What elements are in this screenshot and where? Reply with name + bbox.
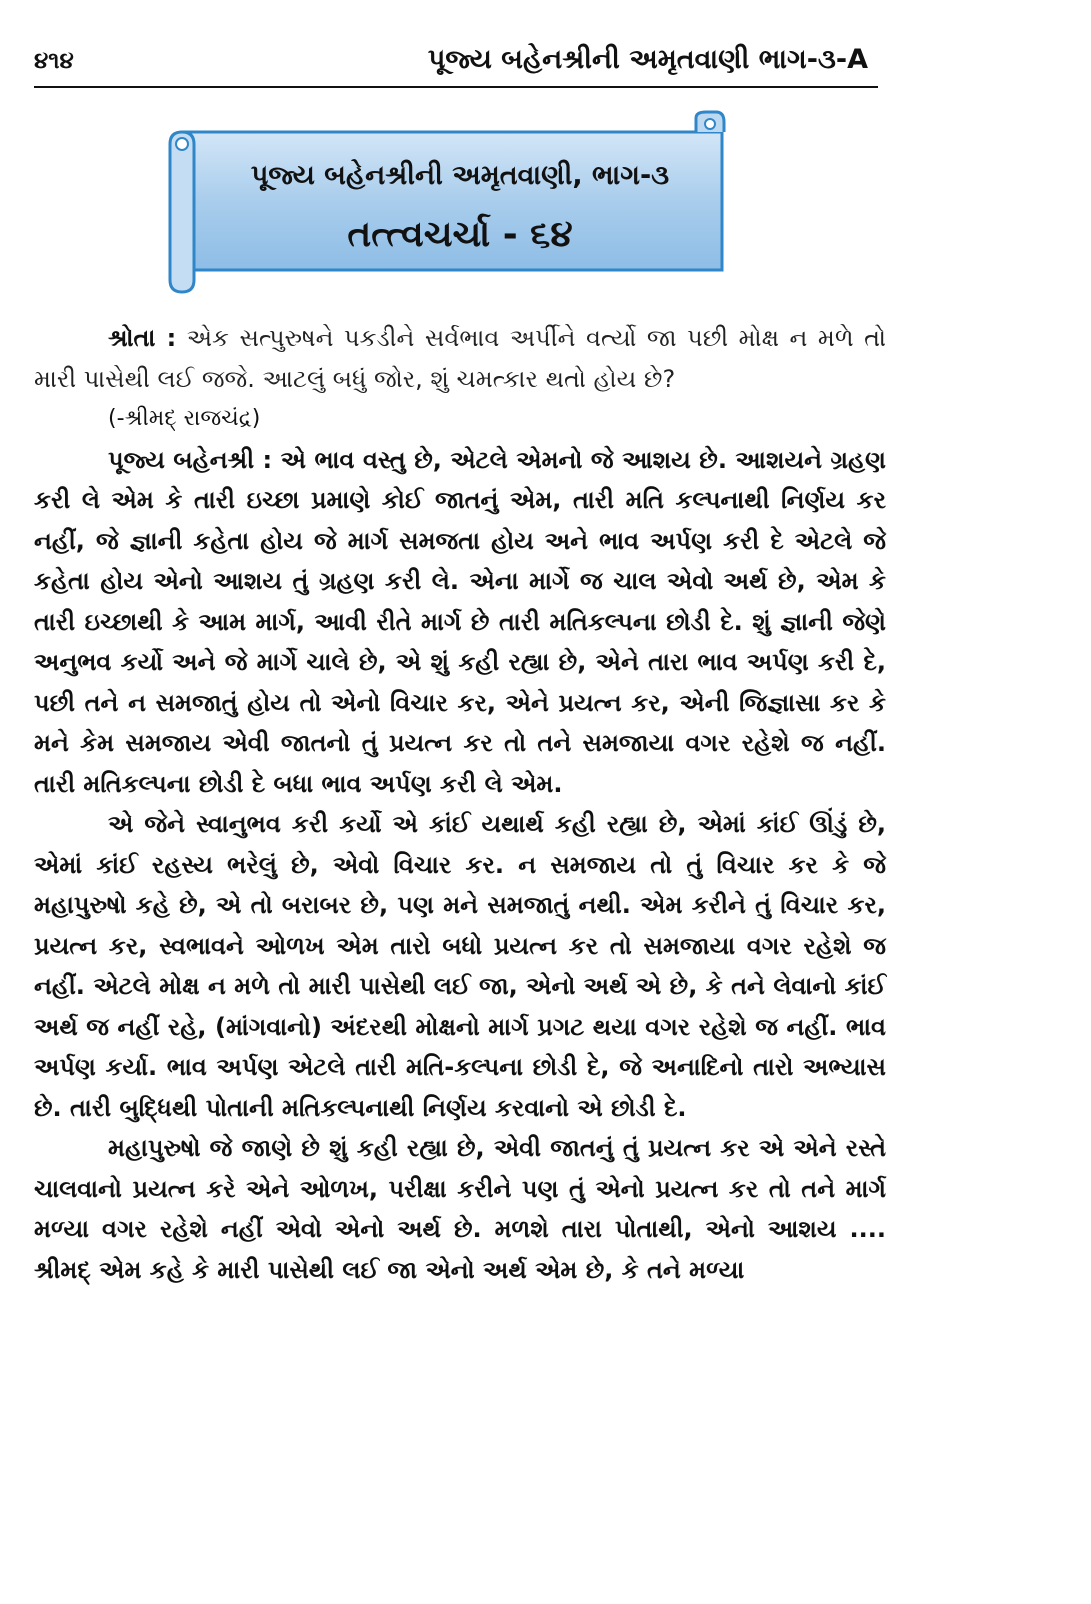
question-paragraph <box>34 318 886 399</box>
question-speaker: શ્રોતા : <box>108 324 177 352</box>
page-header <box>34 40 878 88</box>
scroll-banner <box>168 110 734 296</box>
page-body <box>34 318 886 1290</box>
scroll-banner-graphic <box>168 110 734 296</box>
question-text: એક સત્પુરુષને પકડીને સર્વભાવ અર્પીને વર્ત્યો જા પછી મોક્ષ ન મળે તો મારી પાસેથી લઈ જજે. આટલું બધું જોર, શું ચમત્કાર થતો હોય છે? <box>34 324 886 393</box>
answer-text-1: એ ભાવ વસ્તુ છે, એટલે એમનો જે આશય છે. આશયને ગ્રહણ કરી લે એમ કે તારી ઇચ્છા પ્રમાણે કોઈ જાતનું એમ, તારી મતિ કલ્પનાથી નિર્ણય કર નહીં, જે જ્ઞાની કહેતા હોય જે માર્ગ સમજતા હોય અને ભાવ અર્પણ કરી દે એટલે જે કહેતા હોય એનો આશય તું ગ્રહણ કરી લે. એના માર્ગે જ ચાલ એવો અર્થ છે, એમ કે તારી ઇચ્છાથી કે આમ માર્ગ, આવી રીતે માર્ગ છે તારી મતિકલ્પના છોડી દે. શું જ્ઞાની જેણે અનુભવ કર્યો અને જે માર્ગે ચાલે છે, એ શું કહી રહ્યા છે, એને તારા ભાવ અર્પણ કરી દે, પછી તને ન સમજાતું હોય તો એનો વિચાર કર, એને પ્રયત્ન કર, એની જિજ્ઞાસા કર કે મને કેમ સમજાય એવી જાતનો તું પ્રયત્ન કર તો તને સમજાયા વગર રહેશે જ નહીં. તારી મતિકલ્પના છોડી દે બધા ભાવ અર્પણ કરી લે એમ. <box>34 445 886 798</box>
banner-subtitle: પૂજ્ય બહેનશ્રીની અમૃતવાણી, ભાગ-૩ <box>250 160 670 191</box>
scroll-curl-left <box>170 132 194 292</box>
answer-paragraph-1 <box>34 440 886 805</box>
answer-paragraph-2: એ જેને સ્વાનુભવ કરી કર્યો એ કાંઈ યથાર્થ કહી રહ્યા છે, એમાં કાંઈ ઊંડું છે, એમાં કાંઈ રહસ્ય ભરેલું છે, એવો વિચાર કર. ન સમજાય તો તું વિચાર કર કે જે મહાપુરુષો કહે છે, એ તો બરાબર છે, પણ મને સમજાતું નથી. એમ કરીને તું વિચાર કર, પ્રયત્ન કર, સ્વભાવને ઓળખ એમ તારો બધો પ્રયત્ન કર તો સમજાયા વગર રહેશે જ નહીં. એટલે મોક્ષ ન મળે તો મારી પાસેથી લઈ જા, એનો અર્થ એ છે, કે તને લેવાનો કાંઈ અર્થ જ નહીં રહે, (માંગવાનો) અંદરથી મોક્ષનો માર્ગ પ્રગટ થયા વગર રહેશે જ નહીં. ભાવ અર્પણ કર્યા. ભાવ અર્પણ એટલે તારી મતિ-કલ્પના છોડી દે, જે અનાદિનો તારો અભ્યાસ છે. તારી બુદ્ધિથી પોતાની મતિકલ્પનાથી નિર્ણય કરવાનો એ છોડી દે. <box>34 810 886 1122</box>
page-number: ૪૧૪ <box>34 48 74 74</box>
question-citation: (-શ્રીમદ્ રાજચંદ્ર) <box>108 406 261 431</box>
running-title: પૂજ્ય બહેનશ્રીની અમૃતવાણી ભાગ-૩-A <box>427 44 868 75</box>
banner-title: તત્ત્વચર્ચા - ૬૪ <box>347 214 573 255</box>
answer-paragraph-3: મહાપુરુષો જે જાણે છે શું કહી રહ્યા છે, એવી જાતનું તું પ્રયત્ન કર એ એને રસ્તે ચાલવાનો પ્રયત્ન કરે એને ઓળખ, પરીક્ષા કરીને પણ તું એનો પ્રયત્ન કર તો તને માર્ગ મળ્યા વગર રહેશે નહીં એવો એનો અર્થ છે. મળશે તારા પોતાથી, એનો આશય .... શ્રીમદ્ એમ કહે કે મારી પાસેથી લઈ જા એનો અર્થ એમ છે, કે તને મળ્યા <box>34 1134 886 1284</box>
answer-speaker: પૂજ્ય બહેનશ્રી : <box>108 445 273 474</box>
